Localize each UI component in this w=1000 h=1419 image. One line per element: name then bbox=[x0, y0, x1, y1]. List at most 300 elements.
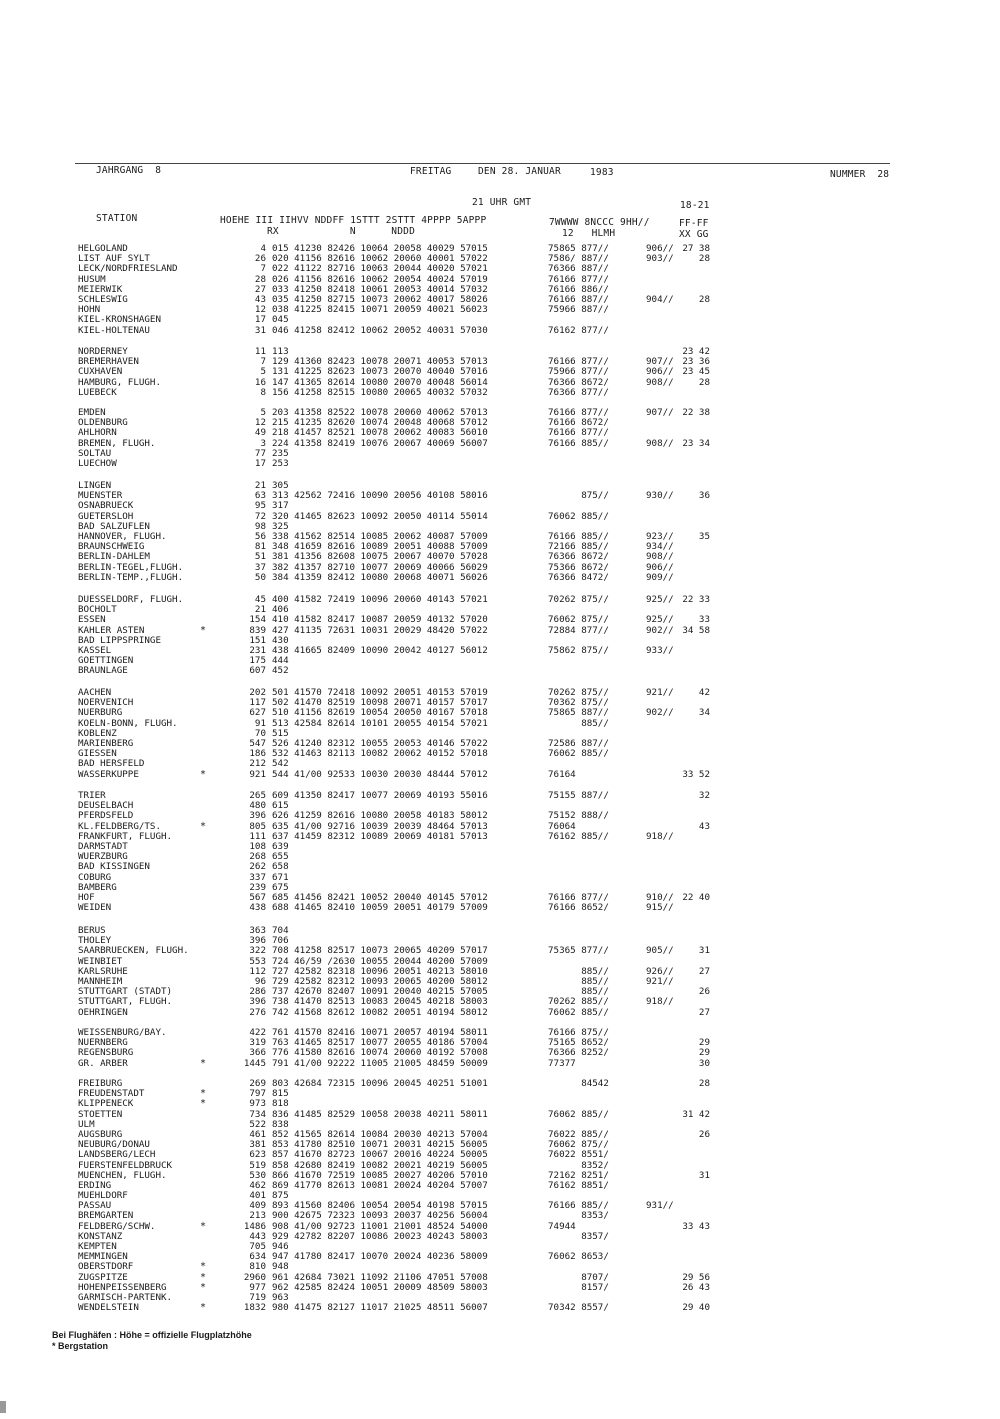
station-name: HOHENPEISSENBERG bbox=[78, 1281, 167, 1293]
observation-groups: 382 41357 82710 10077 20069 40066 56029 bbox=[272, 561, 488, 573]
wind-gust: 32 bbox=[698, 790, 710, 801]
gust-columns-subheader: XX GG bbox=[679, 229, 709, 240]
cloud-height-group: 933// bbox=[646, 644, 674, 656]
cloud-height-group: 909// bbox=[646, 571, 674, 583]
station-altitude: 5 bbox=[260, 407, 266, 418]
station-altitude: 409 bbox=[249, 1200, 266, 1212]
observation-groups: 776 41580 82616 10074 20060 40192 57008 bbox=[272, 1047, 488, 1059]
station-altitude: 422 bbox=[249, 1027, 266, 1038]
observation-groups: 406 bbox=[272, 604, 289, 616]
wind-gust: 27 bbox=[698, 1006, 710, 1018]
wind-period: 18-21 bbox=[680, 200, 710, 211]
station-altitude: 268 bbox=[249, 851, 266, 863]
station-altitude: 810 bbox=[249, 1261, 266, 1273]
station-name: BRAUNLAGE bbox=[78, 665, 128, 677]
cloud-height-group: 926// bbox=[646, 965, 674, 977]
station-name: MANNHEIM bbox=[78, 975, 123, 987]
weather-group: 76022 8551/ bbox=[548, 1149, 609, 1161]
station-name: KOBLENZ bbox=[78, 727, 117, 739]
station-name: GR. ARBER bbox=[78, 1057, 128, 1069]
wind-gust: 33 52 bbox=[682, 768, 710, 780]
station-name: NUERBURG bbox=[78, 707, 123, 719]
station-name: BRAUNSCHWEIG bbox=[78, 541, 145, 553]
observation-groups: 235 bbox=[272, 447, 289, 459]
weather-columns-header: 7WWWW 8NCCC 9HH// bbox=[549, 217, 650, 228]
station-altitude: 7 bbox=[260, 263, 266, 275]
station-altitude: 117 bbox=[249, 697, 266, 709]
station-name: MUENSTER bbox=[78, 490, 123, 502]
station-name: STOETTEN bbox=[78, 1108, 123, 1120]
station-altitude: 98 bbox=[254, 520, 266, 532]
station-name: WUERZBURG bbox=[78, 851, 128, 863]
cloud-height-group: 915// bbox=[646, 902, 674, 914]
observation-groups: 685 41456 82421 10052 20040 40145 57012 bbox=[272, 891, 488, 903]
observation-groups: 038 41225 82415 10071 20059 40021 56023 bbox=[272, 304, 488, 316]
weather-group: 75155 887// bbox=[548, 790, 609, 801]
station-altitude: 363 bbox=[249, 925, 266, 936]
station-altitude: 51 bbox=[254, 551, 266, 563]
station-altitude: 977 bbox=[249, 1281, 266, 1293]
observation-groups: 325 bbox=[272, 520, 289, 532]
station-altitude: 231 bbox=[249, 644, 266, 656]
station-altitude: 50 bbox=[254, 571, 266, 583]
weather-group: 70342 8557/ bbox=[548, 1302, 609, 1314]
observation-groups: 544 41/00 92533 10030 20030 48444 57012 bbox=[272, 768, 488, 780]
station-name: GOETTINGEN bbox=[78, 655, 134, 667]
station-altitude: 797 bbox=[249, 1088, 266, 1100]
observation-groups: 020 41156 82616 10062 20060 40001 57022 bbox=[272, 253, 488, 265]
observation-groups: 852 41565 82614 10084 20030 40213 57004 bbox=[272, 1128, 488, 1140]
observation-groups: 513 42584 82614 10101 20055 40154 57021 bbox=[272, 717, 488, 729]
station-name: GUETERSLOH bbox=[78, 510, 134, 522]
station-altitude: 839 bbox=[249, 624, 266, 636]
observation-groups: 501 41570 72418 10092 20051 40153 57019 bbox=[272, 687, 488, 698]
station-name: LUEBECK bbox=[78, 386, 117, 398]
station-name: HUSUM bbox=[78, 273, 106, 285]
station-name: OLDENBURG bbox=[78, 417, 128, 429]
wind-gust: 42 bbox=[698, 687, 710, 698]
observation-groups: 815 bbox=[272, 1088, 289, 1100]
wind-gust: 23 45 bbox=[682, 366, 710, 378]
observation-groups: 761 41570 82416 10071 20057 40194 58011 bbox=[272, 1027, 488, 1038]
observation-groups: 866 41670 72519 10085 20027 40206 57010 bbox=[272, 1169, 488, 1181]
observation-groups: 046 41258 82412 10062 20052 40031 57030 bbox=[272, 324, 488, 336]
observation-time: 21 UHR GMT bbox=[472, 197, 532, 208]
station-altitude: 72 bbox=[254, 510, 266, 522]
station-altitude: 91 bbox=[254, 717, 266, 729]
observation-groups: 015 41230 82426 10064 20058 40029 57015 bbox=[272, 243, 488, 254]
observation-groups: 658 bbox=[272, 861, 289, 873]
observation-groups: 857 41670 82723 10067 20016 40224 50005 bbox=[272, 1149, 488, 1161]
wind-gust: 33 bbox=[698, 614, 710, 626]
observation-groups: 218 41457 82521 10078 20062 40083 56010 bbox=[272, 427, 488, 439]
observation-groups: 763 41465 82517 10077 20055 40186 57004 bbox=[272, 1037, 488, 1049]
station-altitude: 522 bbox=[249, 1118, 266, 1130]
code-columns-subheader: RX N NDDD bbox=[267, 226, 415, 237]
mountain-station-marker: * bbox=[200, 1271, 207, 1283]
wind-gust: 33 43 bbox=[682, 1220, 710, 1232]
weather-group: 75966 887// bbox=[548, 304, 609, 316]
observation-groups: 131 41225 82623 10073 20070 40040 57016 bbox=[272, 366, 488, 378]
station-name: BERLIN-TEMP.,FLUGH. bbox=[78, 571, 184, 583]
station-name: SAARBRUECKEN, FLUGH. bbox=[78, 945, 189, 957]
weather-group: 76166 877// bbox=[548, 427, 609, 439]
station-altitude: 56 bbox=[254, 530, 266, 542]
observation-groups: 869 41770 82613 10081 20024 40204 57007 bbox=[272, 1179, 488, 1191]
weather-group: 76166 877// bbox=[548, 356, 609, 368]
station-name: ZUGSPITZE bbox=[78, 1271, 128, 1283]
wind-gust: 34 bbox=[698, 707, 710, 719]
cloud-height-group: 906// bbox=[646, 366, 674, 378]
observation-groups: 542 bbox=[272, 758, 289, 770]
wind-gust: 35 bbox=[698, 530, 710, 542]
station-name: BOCHOLT bbox=[78, 604, 117, 616]
observation-groups: 738 41470 82513 10083 20045 40218 58003 bbox=[272, 996, 488, 1008]
station-name: DARMSTADT bbox=[78, 840, 128, 852]
weather-group: 76366 8472/ bbox=[548, 571, 609, 583]
wind-gust: 29 bbox=[698, 1037, 710, 1049]
weather-group: 76166 8672/ bbox=[548, 417, 609, 429]
station-altitude: 96 bbox=[254, 975, 266, 987]
mountain-station-marker: * bbox=[200, 1098, 207, 1110]
observation-groups: 838 bbox=[272, 1118, 289, 1130]
weather-group: 70362 875// bbox=[548, 697, 609, 709]
observation-groups: 609 41350 82417 10077 20069 40193 55016 bbox=[272, 790, 488, 801]
station-name: NORDERNEY bbox=[78, 346, 128, 357]
station-name: HAMBURG, FLUGH. bbox=[78, 376, 161, 388]
weather-group: 75865 887// bbox=[548, 707, 609, 719]
station-altitude: 202 bbox=[249, 687, 266, 698]
station-name: KAHLER ASTEN bbox=[78, 624, 145, 636]
station-altitude: 239 bbox=[249, 881, 266, 893]
weather-group: 75365 877// bbox=[548, 945, 609, 957]
station-altitude: 21 bbox=[254, 480, 266, 491]
observation-groups: 203 41358 82522 10078 20060 40062 57013 bbox=[272, 407, 488, 418]
station-name: KOELN-BONN, FLUGH. bbox=[78, 717, 178, 729]
observation-groups: 452 bbox=[272, 665, 289, 677]
cloud-height-group: 908// bbox=[646, 376, 674, 388]
station-altitude: 462 bbox=[249, 1179, 266, 1191]
cloud-height-group: 902// bbox=[646, 624, 674, 636]
weather-group: 75165 8652/ bbox=[548, 1037, 609, 1049]
station-altitude: 1832 bbox=[243, 1302, 266, 1314]
station-name: OBERSTDORF bbox=[78, 1261, 134, 1273]
station-altitude: 396 bbox=[249, 935, 266, 947]
observation-groups: 791 41/00 92222 11005 21005 48459 50009 bbox=[272, 1057, 488, 1069]
station-altitude: 37 bbox=[254, 561, 266, 573]
station-altitude: 95 bbox=[254, 500, 266, 512]
station-name: BAD KISSINGEN bbox=[78, 861, 150, 873]
weather-group: 76366 887// bbox=[548, 263, 609, 275]
station-name: EMDEN bbox=[78, 407, 106, 418]
station-altitude: 112 bbox=[249, 965, 266, 977]
header-rule bbox=[75, 163, 890, 164]
weather-group: 76166 885// bbox=[548, 1200, 609, 1212]
mountain-station-marker: * bbox=[200, 1057, 207, 1069]
observation-groups: 615 bbox=[272, 800, 289, 812]
station-name: MEIERWIK bbox=[78, 283, 123, 295]
wind-gust: 31 bbox=[698, 1169, 710, 1181]
station-name: KEMPTEN bbox=[78, 1241, 117, 1252]
observation-groups: 348 41659 82616 10089 20051 40088 57009 bbox=[272, 541, 488, 553]
observation-groups: 963 bbox=[272, 1291, 289, 1303]
wind-gust: 26 43 bbox=[682, 1281, 710, 1293]
station-altitude: 63 bbox=[254, 490, 266, 502]
weather-group: 8353/ bbox=[548, 1210, 609, 1222]
observation-groups: 893 41560 82406 10054 20054 40198 57015 bbox=[272, 1200, 488, 1212]
wind-gust: 27 bbox=[698, 965, 710, 977]
station-name: ESSEN bbox=[78, 614, 106, 626]
station-altitude: 719 bbox=[249, 1291, 266, 1303]
observation-groups: 639 bbox=[272, 840, 289, 852]
station-altitude: 3 bbox=[260, 437, 266, 449]
wind-gust: 34 58 bbox=[682, 624, 710, 636]
observation-groups: 737 42670 82407 10091 20040 40215 57005 bbox=[272, 986, 488, 998]
station-name: PASSAU bbox=[78, 1200, 112, 1212]
wind-gust: 28 bbox=[698, 253, 710, 265]
station-altitude: 27 bbox=[254, 283, 266, 295]
weather-group: 76166 886// bbox=[548, 283, 609, 295]
station-altitude: 438 bbox=[249, 902, 266, 914]
observation-groups: 430 bbox=[272, 634, 289, 646]
station-name: CUXHAVEN bbox=[78, 366, 123, 378]
weather-group: 76062 8653/ bbox=[548, 1251, 609, 1263]
cloud-height-group: 910// bbox=[646, 891, 674, 903]
station-altitude: 1445 bbox=[243, 1057, 266, 1069]
station-altitude: 81 bbox=[254, 541, 266, 553]
scan-edge-mark bbox=[0, 1401, 6, 1413]
observation-groups: 875 bbox=[272, 1190, 289, 1202]
station-altitude: 31 bbox=[254, 324, 266, 336]
station-name: AUGSBURG bbox=[78, 1128, 123, 1140]
station-name: AHLHORN bbox=[78, 427, 117, 439]
station-altitude: 175 bbox=[249, 655, 266, 667]
observation-groups: 900 42675 72323 10093 20037 40256 56004 bbox=[272, 1210, 488, 1222]
station-name: NUERNBERG bbox=[78, 1037, 128, 1049]
station-name: KONSTANZ bbox=[78, 1230, 123, 1242]
weather-group: 72884 877// bbox=[548, 624, 609, 636]
station-altitude: 2960 bbox=[243, 1271, 266, 1283]
observation-groups: 444 bbox=[272, 655, 289, 667]
weather-group: 72162 8251/ bbox=[548, 1169, 609, 1181]
station-altitude: 567 bbox=[249, 891, 266, 903]
station-name: OEHRINGEN bbox=[78, 1006, 128, 1018]
weather-group: 885// bbox=[548, 986, 609, 998]
station-altitude: 322 bbox=[249, 945, 266, 957]
station-name: STUTTGART (STADT) bbox=[78, 986, 173, 998]
wind-gust: 22 38 bbox=[682, 407, 710, 418]
weather-group: 76062 885// bbox=[548, 1108, 609, 1120]
station-name: WEISSENBURG/BAY. bbox=[78, 1027, 167, 1038]
observation-groups: 502 41470 82519 10098 20071 40157 57017 bbox=[272, 697, 488, 709]
station-altitude: 705 bbox=[249, 1241, 266, 1252]
year-label: 1983 bbox=[590, 167, 614, 178]
observation-groups: 427 41135 72631 10031 20029 48420 57022 bbox=[272, 624, 488, 636]
observation-groups: 858 42680 82419 10082 20021 40219 56005 bbox=[272, 1159, 488, 1171]
observation-groups: 317 bbox=[272, 500, 289, 512]
weather-group: 76062 885// bbox=[548, 1006, 609, 1018]
station-name: HOHN bbox=[78, 304, 101, 316]
station-name: GIESSEN bbox=[78, 748, 117, 760]
observation-groups: 045 bbox=[272, 314, 289, 326]
weather-group: 75865 877// bbox=[548, 243, 609, 254]
station-altitude: 26 bbox=[254, 253, 266, 265]
weather-columns-subheader: 12 HLMH bbox=[562, 228, 616, 239]
station-altitude: 265 bbox=[249, 790, 266, 801]
station-altitude: 366 bbox=[249, 1047, 266, 1059]
station-altitude: 401 bbox=[249, 1190, 266, 1202]
observation-groups: 026 41156 82616 10062 20054 40024 57019 bbox=[272, 273, 488, 285]
cloud-height-group: 907// bbox=[646, 407, 674, 418]
station-altitude: 12 bbox=[254, 417, 266, 429]
station-altitude: 973 bbox=[249, 1098, 266, 1110]
wind-gust: 36 bbox=[698, 490, 710, 502]
station-altitude: 607 bbox=[249, 665, 266, 677]
observation-groups: 729 42582 82312 10093 20065 40200 58012 bbox=[272, 975, 488, 987]
weather-group: 70262 875// bbox=[548, 594, 609, 605]
cloud-height-group: 925// bbox=[646, 594, 674, 605]
observation-groups: 637 41459 82312 10089 20069 40181 57013 bbox=[272, 830, 488, 842]
station-altitude: 623 bbox=[249, 1149, 266, 1161]
observation-groups: 224 41358 82419 10076 20067 40069 56007 bbox=[272, 437, 488, 449]
wind-gust: 22 33 bbox=[682, 594, 710, 605]
station-altitude: 443 bbox=[249, 1230, 266, 1242]
station-name: SOLTAU bbox=[78, 447, 112, 459]
station-name: THOLEY bbox=[78, 935, 112, 947]
observation-groups: 947 41780 82417 10070 20024 40236 58009 bbox=[272, 1251, 488, 1263]
footnote-mountain-station: * Bergstation bbox=[52, 1341, 109, 1351]
station-name: FREIBURG bbox=[78, 1078, 123, 1089]
station-name: TRIER bbox=[78, 790, 106, 801]
station-altitude: 17 bbox=[254, 314, 266, 326]
station-altitude: 337 bbox=[249, 871, 266, 883]
station-name: COBURG bbox=[78, 871, 112, 883]
observation-groups: 381 41356 82608 10075 20067 40070 57028 bbox=[272, 551, 488, 563]
observation-groups: 946 bbox=[272, 1241, 289, 1252]
observation-groups: 929 42782 82207 10086 20023 40243 58003 bbox=[272, 1230, 488, 1242]
station-altitude: 5 bbox=[260, 366, 266, 378]
station-altitude: 627 bbox=[249, 707, 266, 719]
mountain-station-marker: * bbox=[200, 1088, 207, 1100]
cloud-height-group: 908// bbox=[646, 437, 674, 449]
station-name: KL.FELDBERG/TS. bbox=[78, 820, 161, 832]
weather-group: 76366 8672/ bbox=[548, 551, 609, 563]
station-altitude: 21 bbox=[254, 604, 266, 616]
station-name: LINGEN bbox=[78, 480, 112, 491]
weather-group: 8352/ bbox=[548, 1159, 609, 1171]
weather-group: 75152 888// bbox=[548, 810, 609, 822]
mountain-station-marker: * bbox=[200, 820, 207, 832]
wind-gust: 23 34 bbox=[682, 437, 710, 449]
weather-group: 75366 8672/ bbox=[548, 561, 609, 573]
observation-groups: 727 42582 82318 10096 20051 40213 58010 bbox=[272, 965, 488, 977]
observation-groups: 803 42684 72315 10096 20045 40251 51001 bbox=[272, 1078, 488, 1089]
wind-gust: 29 56 bbox=[682, 1271, 710, 1283]
weather-group: 76162 877// bbox=[548, 324, 609, 336]
wind-gust: 31 42 bbox=[682, 1108, 710, 1120]
observation-groups: 156 41258 82515 10080 20065 40032 57032 bbox=[272, 386, 488, 398]
wind-gust: 23 42 bbox=[682, 346, 710, 357]
weather-group: 76162 8851/ bbox=[548, 1179, 609, 1191]
wind-gust: 29 40 bbox=[682, 1302, 710, 1314]
weather-group: 77377 bbox=[548, 1057, 576, 1069]
station-altitude: 547 bbox=[249, 737, 266, 749]
weather-group: 7586/ 887// bbox=[548, 253, 609, 265]
observation-groups: 313 42562 72416 10090 20056 40108 58016 bbox=[272, 490, 488, 502]
station-altitude: 634 bbox=[249, 1251, 266, 1263]
observation-groups: 980 41475 82127 11017 21025 48511 56007 bbox=[272, 1302, 488, 1314]
station-name: FRANKFURT, FLUGH. bbox=[78, 830, 173, 842]
station-name: AACHEN bbox=[78, 687, 112, 698]
station-altitude: 43 bbox=[254, 293, 266, 305]
station-altitude: 8 bbox=[260, 386, 266, 398]
observation-groups: 962 42585 82424 10051 20009 48509 58003 bbox=[272, 1281, 488, 1293]
station-name: MEMMINGEN bbox=[78, 1251, 128, 1263]
weather-group: 76064 bbox=[548, 820, 576, 832]
station-name: WASSERKUPPE bbox=[78, 768, 139, 780]
station-name: DEUSELBACH bbox=[78, 800, 134, 812]
code-columns-header: HOEHE III IIHVV NDDFF 1STTT 2STTT 4PPPP 5APPP bbox=[220, 215, 487, 226]
cloud-height-group: 925// bbox=[646, 614, 674, 626]
observation-groups: 305 bbox=[272, 480, 289, 491]
observation-groups: 438 41665 82409 10090 20042 40127 56012 bbox=[272, 644, 488, 656]
station-altitude: 480 bbox=[249, 800, 266, 812]
station-name: KIEL-KRONSHAGEN bbox=[78, 314, 161, 326]
observation-groups: 022 41122 82716 10063 20044 40020 57021 bbox=[272, 263, 488, 275]
station-name: DUESSELDORF, FLUGH. bbox=[78, 594, 184, 605]
weather-group: 885// bbox=[548, 965, 609, 977]
wind-gust: 43 bbox=[698, 820, 710, 832]
station-altitude: 319 bbox=[249, 1037, 266, 1049]
mountain-station-marker: * bbox=[200, 768, 207, 780]
station-altitude: 4 bbox=[260, 243, 266, 254]
day-label: FREITAG bbox=[410, 166, 452, 177]
cloud-height-group: 918// bbox=[646, 996, 674, 1008]
observation-groups: 742 41568 82612 10082 20051 40194 58012 bbox=[272, 1006, 488, 1018]
weather-group: 885// bbox=[548, 717, 609, 729]
station-altitude: 396 bbox=[249, 996, 266, 1008]
weather-group: 72166 885// bbox=[548, 541, 609, 553]
observation-groups: 320 41465 82623 10092 20050 40114 55014 bbox=[272, 510, 488, 522]
station-name: LECK/NORDFRIESLAND bbox=[78, 263, 178, 275]
observation-groups: 400 41582 72419 10096 20060 40143 57021 bbox=[272, 594, 488, 605]
observation-groups: 515 bbox=[272, 727, 289, 739]
weather-group: 8357/ bbox=[548, 1230, 609, 1242]
observation-groups: 410 41582 82417 10087 20059 40132 57020 bbox=[272, 614, 488, 626]
observation-groups: 526 41240 82312 10055 20053 40146 57022 bbox=[272, 737, 488, 749]
station-altitude: 734 bbox=[249, 1108, 266, 1120]
observation-groups: 908 41/00 92723 11001 21001 48524 54000 bbox=[272, 1220, 488, 1232]
gust-columns-header: FF-FF bbox=[679, 218, 709, 229]
station-name: LANDSBERG/LECH bbox=[78, 1149, 156, 1161]
station-altitude: 286 bbox=[249, 986, 266, 998]
station-name: MARIENBERG bbox=[78, 737, 134, 749]
weather-group: 76022 885// bbox=[548, 1128, 609, 1140]
cloud-height-group: 906// bbox=[646, 243, 674, 254]
station-name: BREMEN, FLUGH. bbox=[78, 437, 156, 449]
station-altitude: 1486 bbox=[243, 1220, 266, 1232]
observation-groups: 818 bbox=[272, 1098, 289, 1110]
jahrgang-label: JAHRGANG 8 bbox=[96, 165, 162, 176]
station-altitude: 111 bbox=[249, 830, 266, 842]
weather-group: 76166 887// bbox=[548, 293, 609, 305]
station-altitude: 461 bbox=[249, 1128, 266, 1140]
station-name: BERLIN-DAHLEM bbox=[78, 551, 150, 563]
weather-group: 76366 8672/ bbox=[548, 376, 609, 388]
cloud-height-group: 905// bbox=[646, 945, 674, 957]
station-altitude: 212 bbox=[249, 758, 266, 770]
weather-group: 76166 8652/ bbox=[548, 902, 609, 914]
